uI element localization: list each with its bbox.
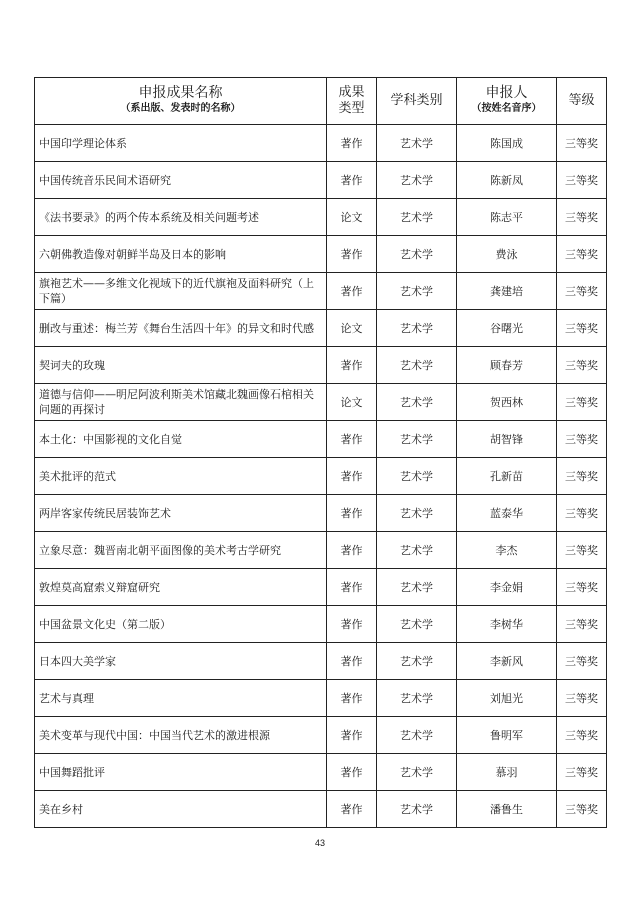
- cell-discipline: 艺术学: [377, 310, 457, 347]
- cell-achievement-name: 删改与重述：梅兰芳《舞台生活四十年》的异文和时代感: [35, 310, 327, 347]
- cell-discipline: 艺术学: [377, 606, 457, 643]
- cell-discipline: 艺术学: [377, 532, 457, 569]
- table-row: [35, 532, 607, 569]
- cell-grade: 三等奖: [557, 680, 607, 717]
- cell-achievement-type: 著作: [327, 458, 377, 495]
- cell-discipline: 艺术学: [377, 236, 457, 273]
- cell-grade: 三等奖: [557, 162, 607, 199]
- cell-applicant: 李金娟: [457, 569, 557, 606]
- cell-achievement-type: 著作: [327, 569, 377, 606]
- cell-applicant: 陈志平: [457, 199, 557, 236]
- cell-achievement-name: 美术变革与现代中国：中国当代艺术的激进根源: [35, 717, 327, 754]
- header-applicant-main: 申报人: [485, 85, 528, 101]
- cell-achievement-type: 著作: [327, 347, 377, 384]
- cell-achievement-name: 中国印学理论体系: [35, 125, 327, 162]
- table-row: [35, 273, 607, 310]
- cell-applicant: 贺西林: [457, 384, 557, 421]
- cell-discipline: 艺术学: [377, 680, 457, 717]
- cell-applicant: 鲁明军: [457, 717, 557, 754]
- cell-achievement-name: 立象尽意：魏晋南北朝平面图像的美术考古学研究: [35, 532, 327, 569]
- cell-discipline: 艺术学: [377, 125, 457, 162]
- cell-applicant: 蓝泰华: [457, 495, 557, 532]
- table-body: [35, 125, 607, 828]
- cell-grade: 三等奖: [557, 125, 607, 162]
- cell-achievement-name: 日本四大美学家: [35, 643, 327, 680]
- page-number: 43: [314, 838, 325, 848]
- cell-applicant: 龚建培: [457, 273, 557, 310]
- cell-applicant: 李树华: [457, 606, 557, 643]
- cell-achievement-name: 美术批评的范式: [35, 458, 327, 495]
- cell-applicant: 潘鲁生: [457, 791, 557, 828]
- cell-grade: 三等奖: [557, 421, 607, 458]
- cell-achievement-type: 著作: [327, 680, 377, 717]
- table-row: [35, 347, 607, 384]
- header-row: [35, 78, 607, 125]
- cell-achievement-type: 论文: [327, 384, 377, 421]
- table-row: [35, 569, 607, 606]
- cell-grade: 三等奖: [557, 791, 607, 828]
- cell-grade: 三等奖: [557, 532, 607, 569]
- cell-achievement-name: 《法书要录》的两个传本系统及相关问题考述: [35, 199, 327, 236]
- cell-achievement-type: 著作: [327, 421, 377, 458]
- cell-achievement-name: 六朝佛教造像对朝鲜半岛及日本的影响: [35, 236, 327, 273]
- cell-discipline: 艺术学: [377, 643, 457, 680]
- cell-achievement-name: 中国盆景文化史（第二版）: [35, 606, 327, 643]
- cell-discipline: 艺术学: [377, 458, 457, 495]
- awards-table: [34, 77, 607, 828]
- cell-discipline: 艺术学: [377, 162, 457, 199]
- header-discipline: [377, 78, 457, 125]
- cell-achievement-name: 艺术与真理: [35, 680, 327, 717]
- table-row: [35, 458, 607, 495]
- cell-achievement-type: 著作: [327, 643, 377, 680]
- header-achievement-type: [327, 78, 377, 125]
- cell-discipline: 艺术学: [377, 717, 457, 754]
- header-grade-label: 等级: [568, 93, 595, 108]
- header-applicant-sub: （按姓名音序）: [471, 103, 542, 114]
- table-row: [35, 236, 607, 273]
- table-row: [35, 384, 607, 421]
- cell-achievement-name: 中国传统音乐民间术语研究: [35, 162, 327, 199]
- cell-grade: 三等奖: [557, 310, 607, 347]
- cell-applicant: 慕羽: [457, 754, 557, 791]
- table-row: [35, 310, 607, 347]
- table-row: [35, 606, 607, 643]
- cell-achievement-type: 著作: [327, 162, 377, 199]
- cell-achievement-name: 敦煌莫高窟索义辩窟研究: [35, 569, 327, 606]
- header-name-sub: （系出版、发表时的名称）: [120, 103, 241, 114]
- cell-achievement-type: 著作: [327, 125, 377, 162]
- table-row: [35, 643, 607, 680]
- table-row: [35, 754, 607, 791]
- cell-discipline: 艺术学: [377, 421, 457, 458]
- cell-grade: 三等奖: [557, 643, 607, 680]
- cell-discipline: 艺术学: [377, 199, 457, 236]
- cell-achievement-name: 契诃夫的玫瑰: [35, 347, 327, 384]
- cell-achievement-name: 两岸客家传统民居装饰艺术: [35, 495, 327, 532]
- cell-achievement-name: 旗袍艺术——多维文化视域下的近代旗袍及面料研究（上下篇）: [35, 273, 327, 310]
- cell-achievement-type: 著作: [327, 495, 377, 532]
- cell-grade: 三等奖: [557, 458, 607, 495]
- cell-discipline: 艺术学: [377, 273, 457, 310]
- cell-achievement-type: 著作: [327, 606, 377, 643]
- cell-applicant: 孔新苗: [457, 458, 557, 495]
- header-grade: [557, 78, 607, 125]
- cell-discipline: 艺术学: [377, 569, 457, 606]
- table-header: [35, 78, 607, 125]
- cell-applicant: 顾春芳: [457, 347, 557, 384]
- table-row: [35, 791, 607, 828]
- table-row: [35, 680, 607, 717]
- cell-achievement-name: 道德与信仰——明尼阿波利斯美术馆藏北魏画像石棺相关问题的再探讨: [35, 384, 327, 421]
- header-applicant: [457, 78, 557, 125]
- table-row: [35, 421, 607, 458]
- cell-applicant: 李杰: [457, 532, 557, 569]
- cell-discipline: 艺术学: [377, 384, 457, 421]
- cell-achievement-type: 著作: [327, 717, 377, 754]
- cell-grade: 三等奖: [557, 384, 607, 421]
- cell-applicant: 刘旭光: [457, 680, 557, 717]
- cell-achievement-type: 著作: [327, 754, 377, 791]
- cell-grade: 三等奖: [557, 236, 607, 273]
- cell-grade: 三等奖: [557, 273, 607, 310]
- cell-grade: 三等奖: [557, 569, 607, 606]
- cell-achievement-type: 论文: [327, 199, 377, 236]
- cell-grade: 三等奖: [557, 199, 607, 236]
- cell-achievement-name: 本土化：中国影视的文化自觉: [35, 421, 327, 458]
- cell-grade: 三等奖: [557, 606, 607, 643]
- table-row: [35, 162, 607, 199]
- cell-achievement-type: 著作: [327, 236, 377, 273]
- header-type-line1: 成果: [338, 85, 365, 100]
- table-row: [35, 495, 607, 532]
- table-row: [35, 199, 607, 236]
- cell-achievement-type: 著作: [327, 273, 377, 310]
- cell-achievement-name: 美在乡村: [35, 791, 327, 828]
- cell-grade: 三等奖: [557, 754, 607, 791]
- cell-applicant: 陈新凤: [457, 162, 557, 199]
- cell-applicant: 陈国成: [457, 125, 557, 162]
- header-discipline-label: 学科类别: [390, 93, 443, 108]
- cell-applicant: 李新风: [457, 643, 557, 680]
- cell-grade: 三等奖: [557, 495, 607, 532]
- cell-applicant: 胡智锋: [457, 421, 557, 458]
- cell-achievement-name: 中国舞蹈批评: [35, 754, 327, 791]
- table-row: [35, 717, 607, 754]
- cell-discipline: 艺术学: [377, 791, 457, 828]
- header-name-main: 申报成果名称: [138, 85, 223, 101]
- cell-discipline: 艺术学: [377, 347, 457, 384]
- header-type-line2: 类型: [338, 101, 365, 116]
- cell-applicant: 费泳: [457, 236, 557, 273]
- table-row: [35, 125, 607, 162]
- cell-achievement-type: 著作: [327, 532, 377, 569]
- cell-grade: 三等奖: [557, 347, 607, 384]
- cell-grade: 三等奖: [557, 717, 607, 754]
- cell-applicant: 谷曙光: [457, 310, 557, 347]
- cell-achievement-type: 论文: [327, 310, 377, 347]
- cell-discipline: 艺术学: [377, 754, 457, 791]
- header-achievement-name: [35, 78, 327, 125]
- cell-achievement-type: 著作: [327, 791, 377, 828]
- cell-discipline: 艺术学: [377, 495, 457, 532]
